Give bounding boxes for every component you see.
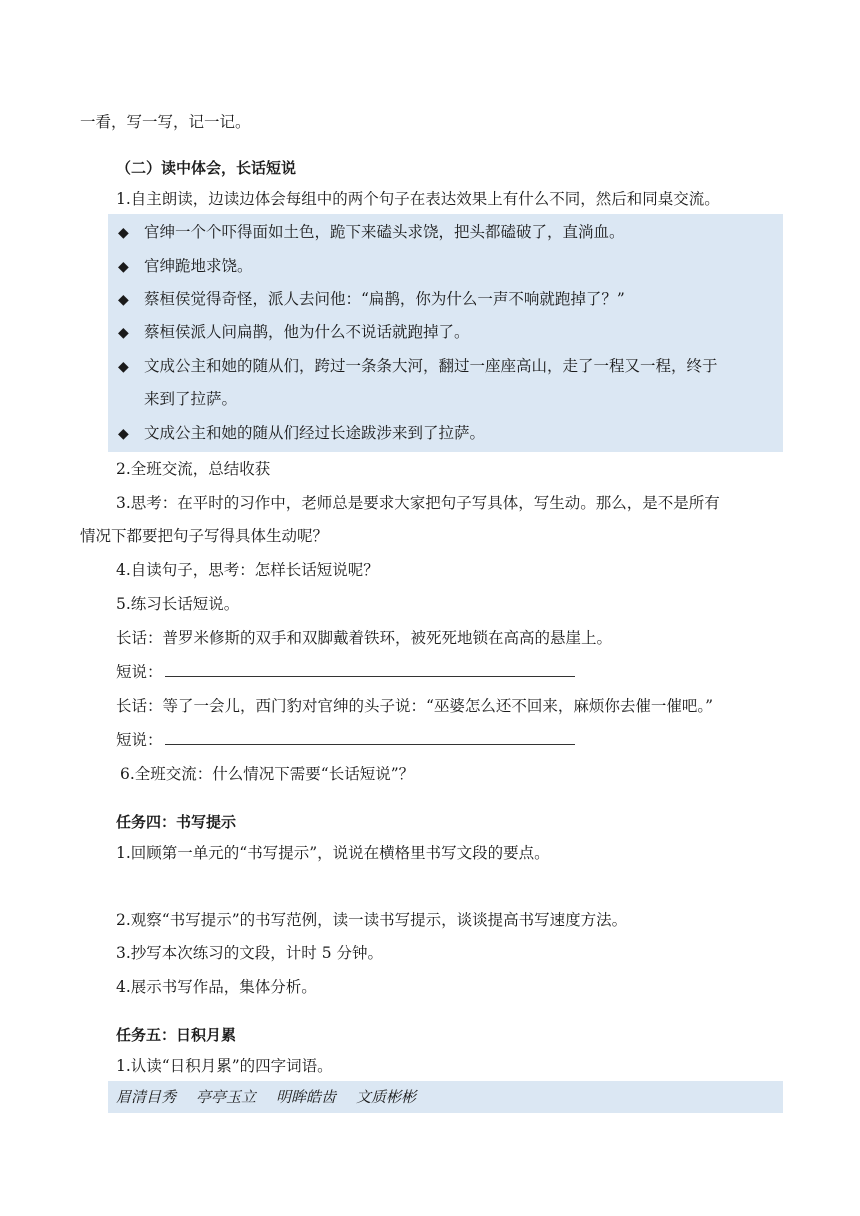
- step-1-text: 1.自主朗读，边读边体会每组中的两个句子在表达效果上有什么不同，然后和同桌交流。: [116, 190, 720, 208]
- diamond-bullet-icon: ◆: [118, 426, 129, 442]
- bullet-item: [118, 423, 485, 444]
- task-5-step-1: 1.认读“日积月累”的四字词语。: [116, 1057, 333, 1075]
- bullet-continuation: 来到了拉萨。: [144, 390, 238, 408]
- bullet-text: 官绅跪地求饶。: [144, 257, 253, 275]
- answer-blank[interactable]: [165, 730, 575, 745]
- bullet-text: 蔡桓侯觉得奇怪，派人去问他：“扁鹊，你为什么一声不响就跑掉了？”: [144, 290, 625, 308]
- long-sentence-1: 长话：普罗米修斯的双手和双脚戴着铁环，被死死地锁在高高的悬崖上。: [116, 629, 613, 647]
- long-sentence-2: 长话：等了一会儿，西门豹对官绅的头子说：“巫婆怎么还不回来，麻烦你去催一催吧。”: [116, 697, 714, 715]
- bullet-item: [118, 289, 625, 310]
- bullet-text: 官绅一个个吓得面如土色，跪下来磕头求饶，把头都磕破了，直淌血。: [144, 223, 625, 241]
- section-heading: （二）读中体会，长话短说: [116, 159, 297, 177]
- bullet-text: 文成公主和她的随从们，跨过一条条大河，翻过一座座高山，走了一程又一程，终于: [144, 357, 718, 375]
- diamond-bullet-icon: ◆: [118, 325, 129, 341]
- diamond-bullet-icon: ◆: [118, 292, 129, 308]
- idiom-item: 亭亭玉立: [196, 1088, 257, 1106]
- answer-blank[interactable]: [165, 662, 575, 677]
- bullet-item: [118, 356, 718, 377]
- short-answer-row: [116, 662, 575, 682]
- diamond-bullet-icon: ◆: [118, 225, 129, 241]
- bullet-text: 文成公主和她的随从们经过长途跋涉来到了拉萨。: [144, 424, 486, 442]
- idiom-item: 文质彬彬: [356, 1088, 417, 1106]
- bullet-text: 蔡桓侯派人问扁鹊，他为什么不说话就跑掉了。: [144, 323, 470, 341]
- task-4-step-4: 4.展示书写作品，集体分析。: [116, 978, 317, 996]
- step-4-text: 4.自读句子，思考：怎样长话短说呢？: [116, 561, 379, 579]
- idiom-item: 眉清目秀: [116, 1088, 177, 1106]
- idiom-list: [116, 1087, 436, 1107]
- step-6-text: 6.全班交流：什么情况下需要“长话短说”？: [120, 765, 415, 783]
- idiom-item: 明眸皓齿: [276, 1088, 337, 1106]
- short-label: 短说：: [116, 663, 163, 681]
- bullet-item: [118, 256, 253, 277]
- bullet-item: [118, 322, 470, 343]
- step-3-text: 3.思考：在平时的习作中，老师总是要求大家把句子写具体，写生动。那么，是不是所有: [116, 494, 720, 512]
- diamond-bullet-icon: ◆: [118, 259, 129, 275]
- task-4-step-1: 1.回顾第一单元的“书写提示”，说说在横格里书写文段的要点。: [116, 844, 550, 862]
- step-2-text: 2.全班交流，总结收获: [116, 460, 271, 478]
- task-4-step-2: 2.观察“书写提示”的书写范例，读一读书写提示，谈谈提高书写速度方法。: [116, 911, 628, 929]
- short-label: 短说：: [116, 731, 163, 749]
- short-answer-row: [116, 730, 575, 750]
- task-4-step-3: 3.抄写本次练习的文段，计时 5 分钟。: [116, 944, 384, 962]
- step-5-text: 5.练习长话短说。: [116, 595, 240, 613]
- step-3-continuation: 情况下都要把句子写得具体生动呢？: [80, 527, 329, 545]
- bullet-item: [118, 222, 625, 243]
- task-5-heading: 任务五：日积月累: [116, 1026, 237, 1044]
- intro-tail-text: 一看，写一写，记一记。: [80, 113, 251, 131]
- task-4-heading: 任务四：书写提示: [116, 813, 237, 831]
- diamond-bullet-icon: ◆: [118, 359, 129, 375]
